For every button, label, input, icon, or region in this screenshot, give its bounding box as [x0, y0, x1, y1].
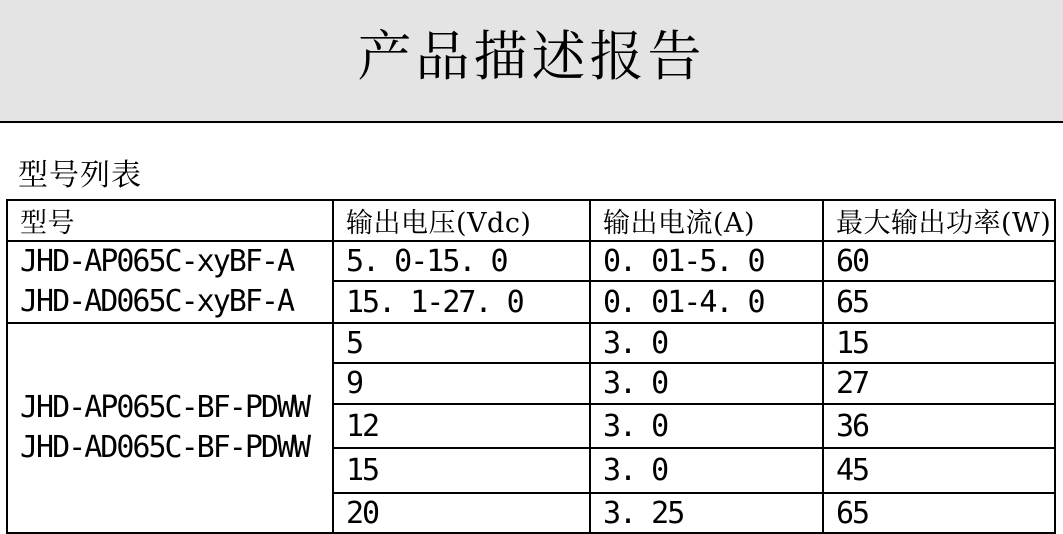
column-header-model: 型号 [7, 200, 333, 241]
table-row [7, 241, 1055, 281]
report-header-band [0, 0, 1063, 123]
model-name: JHD-AD065C-xyBF-A [20, 284, 294, 319]
voltage-cell: 9 [333, 363, 590, 404]
voltage-cell: 12 [333, 404, 590, 448]
current-cell: 3. 0 [590, 448, 823, 493]
voltage-cell: 20 [333, 493, 590, 533]
power-cell: 36 [823, 404, 1055, 448]
power-cell: 45 [823, 448, 1055, 493]
voltage-cell: 5. 0-15. 0 [333, 241, 590, 281]
column-header-voltage: 输出电压(Vdc) [333, 200, 590, 241]
power-cell: 65 [823, 281, 1055, 323]
power-cell: 65 [823, 493, 1055, 533]
model-group-cell [7, 323, 333, 533]
power-cell: 15 [823, 323, 1055, 363]
models-table [6, 199, 1056, 534]
power-cell: 27 [823, 363, 1055, 404]
section-heading: 型号列表 [18, 158, 142, 193]
current-cell: 0. 01-4. 0 [590, 281, 823, 323]
current-cell: 3. 25 [590, 493, 823, 533]
current-cell: 0. 01-5. 0 [590, 241, 823, 281]
voltage-cell: 5 [333, 323, 590, 363]
model-name: JHD-AP065C-BF-PDWW [20, 390, 310, 425]
current-cell: 3. 0 [590, 363, 823, 404]
current-cell: 3. 0 [590, 404, 823, 448]
voltage-cell: 15. 1-27. 0 [333, 281, 590, 323]
current-cell: 3. 0 [590, 323, 823, 363]
column-header-power: 最大输出功率(W) [823, 200, 1055, 241]
column-header-current: 输出电流(A) [590, 200, 823, 241]
model-name: JHD-AD065C-BF-PDWW [20, 430, 310, 465]
table-header-row [7, 200, 1055, 241]
page-title: 产品描述报告 [357, 25, 706, 88]
table-row [7, 323, 1055, 363]
power-cell: 60 [823, 241, 1055, 281]
voltage-cell: 15 [333, 448, 590, 493]
model-group-cell [7, 241, 333, 323]
model-name: JHD-AP065C-xyBF-A [20, 244, 294, 279]
